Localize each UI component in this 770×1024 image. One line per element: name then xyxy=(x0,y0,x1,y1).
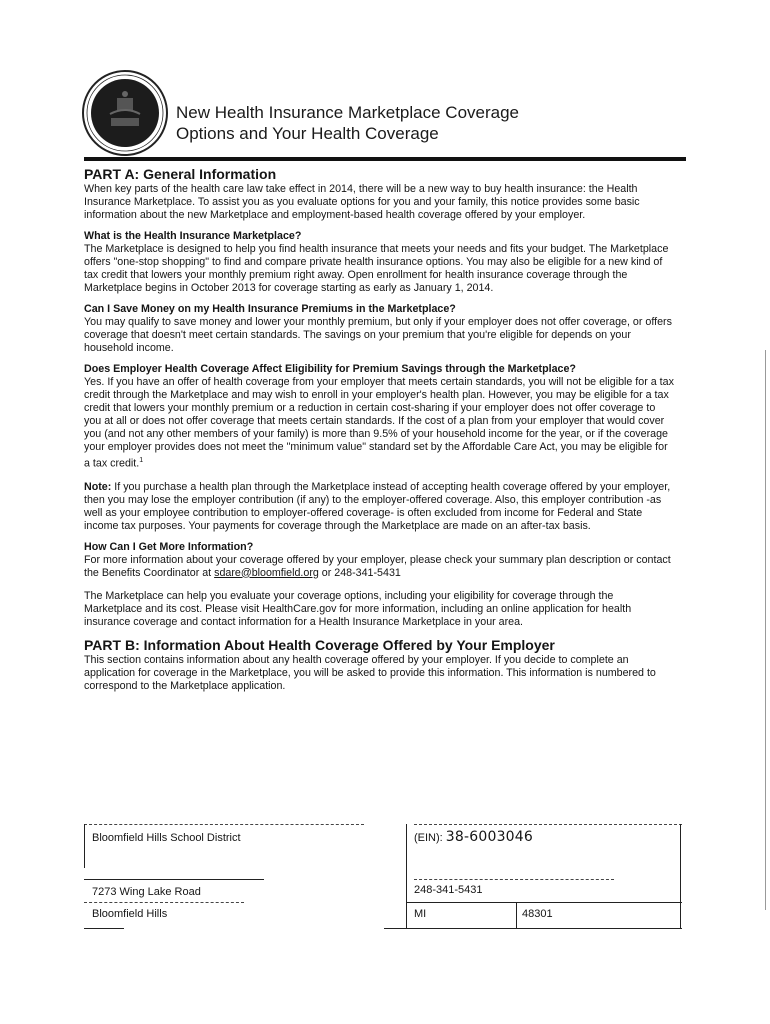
employer-info-form xyxy=(84,824,682,932)
page-title xyxy=(176,102,519,144)
employer-zip-field: 48301 xyxy=(522,908,553,920)
employer-phone-field: 248-341-5431 xyxy=(414,884,483,896)
note-label: Note: xyxy=(84,480,112,493)
form-bottom-left xyxy=(84,928,124,929)
answer-employer-coverage xyxy=(84,376,674,471)
part-b-intro: This section contains information about any health coverage offered by your employer. If you decide to complete an application for coverage in the Marketplace, you will be asked to provide this information. This information is numbered to correspond to the Marketplace application. xyxy=(84,653,656,692)
part-a-heading: PART A: General Information xyxy=(84,166,277,182)
question-save-money: Can I Save Money on my Health Insurance Premiums in the Marketplace? xyxy=(84,303,456,315)
header-rule xyxy=(84,157,686,161)
question-more-info: How Can I Get More Information? xyxy=(84,540,254,553)
ein-label: (EIN): xyxy=(414,832,446,844)
title-line-1: New Health Insurance Marketplace Coverage xyxy=(176,103,520,122)
employer-address-field: 7273 Wing Lake Road xyxy=(92,886,201,898)
footnote-marker: 1 xyxy=(139,457,144,464)
note-text: If you purchase a health plan through the Marketplace instead of accepting health coverage offered by your employer, then you may lose the employer contribution (if any) to the employer-offered coverage. Also, this employer contribution -as well as your employee contribution to employer-offered coverage- is often excluded from income for Federal and State income tax purposes. Your payments for coverage through the Marketplace are made on an after-tax basis. xyxy=(84,480,671,532)
state-top-line xyxy=(406,902,682,903)
title-line-2: Options and Your Health Coverage xyxy=(176,124,439,143)
note-paragraph xyxy=(84,481,674,533)
answer-more-info xyxy=(84,554,674,580)
form-divider-middle xyxy=(406,824,407,928)
form-border-top-right xyxy=(414,824,682,825)
form-bottom-right xyxy=(384,928,682,929)
answer-marketplace: The Marketplace is designed to help you find health insurance that meets your needs and fits your budget. The Marketplace offers "one-stop shopping" to find and compare private health insurance options. You may also be eligible for a new kind of tax credit that lowers your monthly premium right away. Open enrollment for health insurance coverage through the Marketplace begins in October 2013 for coverage starting as early as January 1, 2014. xyxy=(84,243,669,294)
employer-name-field: Bloomfield Hills School District xyxy=(92,832,241,844)
address-top-line xyxy=(84,879,264,880)
answer-employer-coverage-text: Yes. If you have an offer of health coverage from your employer that meets certain standards, you will not be eligible for a tax credit through the Marketplace and may wish to enroll in your employer's health plan. However, you may be eligible for a tax credit that lowers your monthly premium or a reduction in certain cost-sharing if your employer does not offer coverage to you at all or does not offer coverage that meets certain standards. If the cost of a plan from your employer that would cover you (and not any other members of your family) is more than 9.5% of your household income for the year, or if the coverage your employer provides does not meet the "minimum value" standard set by the Affordable Care Act, you may be eligible for a tax credit. xyxy=(84,376,674,470)
answer-more-info-after: or 248-341-5431 xyxy=(318,566,401,579)
form-divider-state-zip xyxy=(516,902,517,928)
employer-state-field: MI xyxy=(414,908,427,920)
city-top-line xyxy=(84,902,244,903)
notice-body xyxy=(84,166,674,693)
form-border-top-left xyxy=(84,824,364,825)
part-b-heading: PART B: Information About Health Coverage Offered by Your Employer xyxy=(84,636,555,653)
employer-city-field: Bloomfield Hills xyxy=(92,908,168,920)
margin-line xyxy=(765,350,766,910)
answer-save-money: You may qualify to save money and lower your monthly premium, but only if your employer does not offer coverage, or offers coverage that doesn't meet certain standards. The savings on your premium that you're eligible for depends on your household income. xyxy=(84,316,672,354)
part-a-intro: When key parts of the health care law take effect in 2014, there will be a new way to buy health insurance: the Health Insurance Marketplace. To assist you as you evaluate options for you and your family, this notice provides some basic information about the new Marketplace and employment-based health coverage offered by your employer. xyxy=(84,183,640,221)
answer-more-info-before: For more information about your coverage offered by your employer, please check your summary plan description or contact the Benefits Coordinator at xyxy=(84,553,671,579)
form-border-right xyxy=(680,824,681,928)
ein-field xyxy=(414,829,533,845)
marketplace-help-paragraph: The Marketplace can help you evaluate your coverage options, including your eligibility for coverage through the Marketplace and its cost. Please visit HealthCare.gov for more information, including an online application for health insurance coverage and contact information for a Health Insurance Marketplace in your area. xyxy=(84,589,632,628)
benefits-email-link[interactable]: sdare@bloomfield.org xyxy=(214,566,319,579)
question-employer-coverage: Does Employer Health Coverage Affect Eligibility for Premium Savings through the Marketplace? xyxy=(84,363,576,375)
ein-value: 38-6003046 xyxy=(445,829,533,845)
form-border-left xyxy=(84,824,85,868)
phone-top-line xyxy=(414,879,614,880)
department-seal-icon xyxy=(80,68,170,158)
question-marketplace: What is the Health Insurance Marketplace? xyxy=(84,230,302,242)
